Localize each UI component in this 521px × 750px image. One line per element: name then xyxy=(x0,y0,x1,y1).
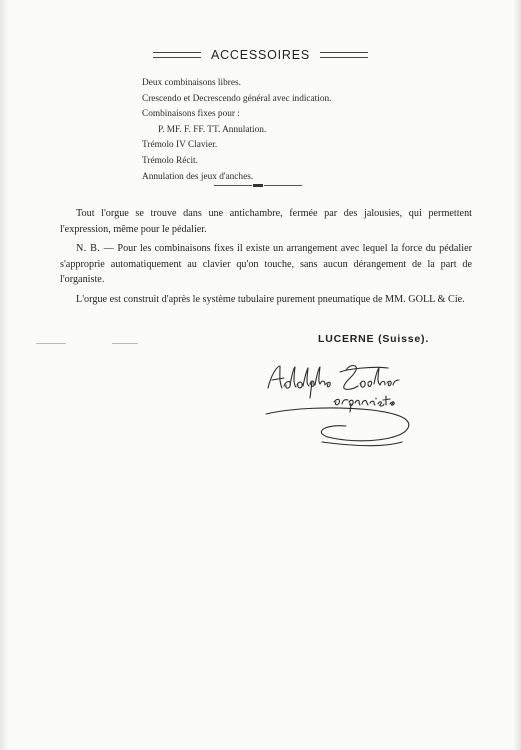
accessory-item: Combinaisons fixes pour : xyxy=(142,109,240,120)
accessory-item: Crescendo et Decrescendo général avec indication. xyxy=(142,93,332,104)
paragraph-construction: L'orgue est construit d'après le système tubulaire purement pneumatique de MM. GOLL & Cie. xyxy=(76,293,465,305)
heading-rule-right xyxy=(320,52,368,58)
section-heading xyxy=(0,48,521,62)
scan-speck xyxy=(36,343,66,344)
accessories-list xyxy=(142,76,331,185)
accessory-item: Deux combinaisons libres. xyxy=(142,78,241,88)
page-right-edge xyxy=(513,0,521,750)
handwritten-signature xyxy=(262,358,422,450)
paragraph-nb xyxy=(60,241,472,288)
location-line: LUCERNE (Suisse). xyxy=(318,333,430,345)
nb-text: Pour les combinaisons fixes il existe un arrangement avec lequel la force du pédalier s'approprie automatiquement au clavier qu'on touche, sans aucun dérangement de la part de l'organiste. xyxy=(60,243,472,285)
body-text xyxy=(60,206,472,311)
accessory-item: Trémolo Récit. xyxy=(142,155,198,166)
paragraph-antichambre: Tout l'orgue se trouve dans une antichambre, fermée par des jalousies, qui permettent l'expression, même pour le pédalier. xyxy=(60,208,472,235)
divider-ornament xyxy=(214,184,302,187)
accessory-item: Trémolo IV Clavier. xyxy=(142,140,218,151)
nb-label: N. B. — xyxy=(76,243,115,254)
scan-speck xyxy=(112,343,138,344)
accessory-item: Annulation des jeux d'anches. xyxy=(142,171,254,182)
accessory-item: P. MF. F. FF. TT. Annulation. xyxy=(158,124,267,135)
heading-rule-left xyxy=(153,52,201,58)
page-left-edge xyxy=(0,0,9,750)
heading-text: ACCESSOIRES xyxy=(210,48,311,62)
